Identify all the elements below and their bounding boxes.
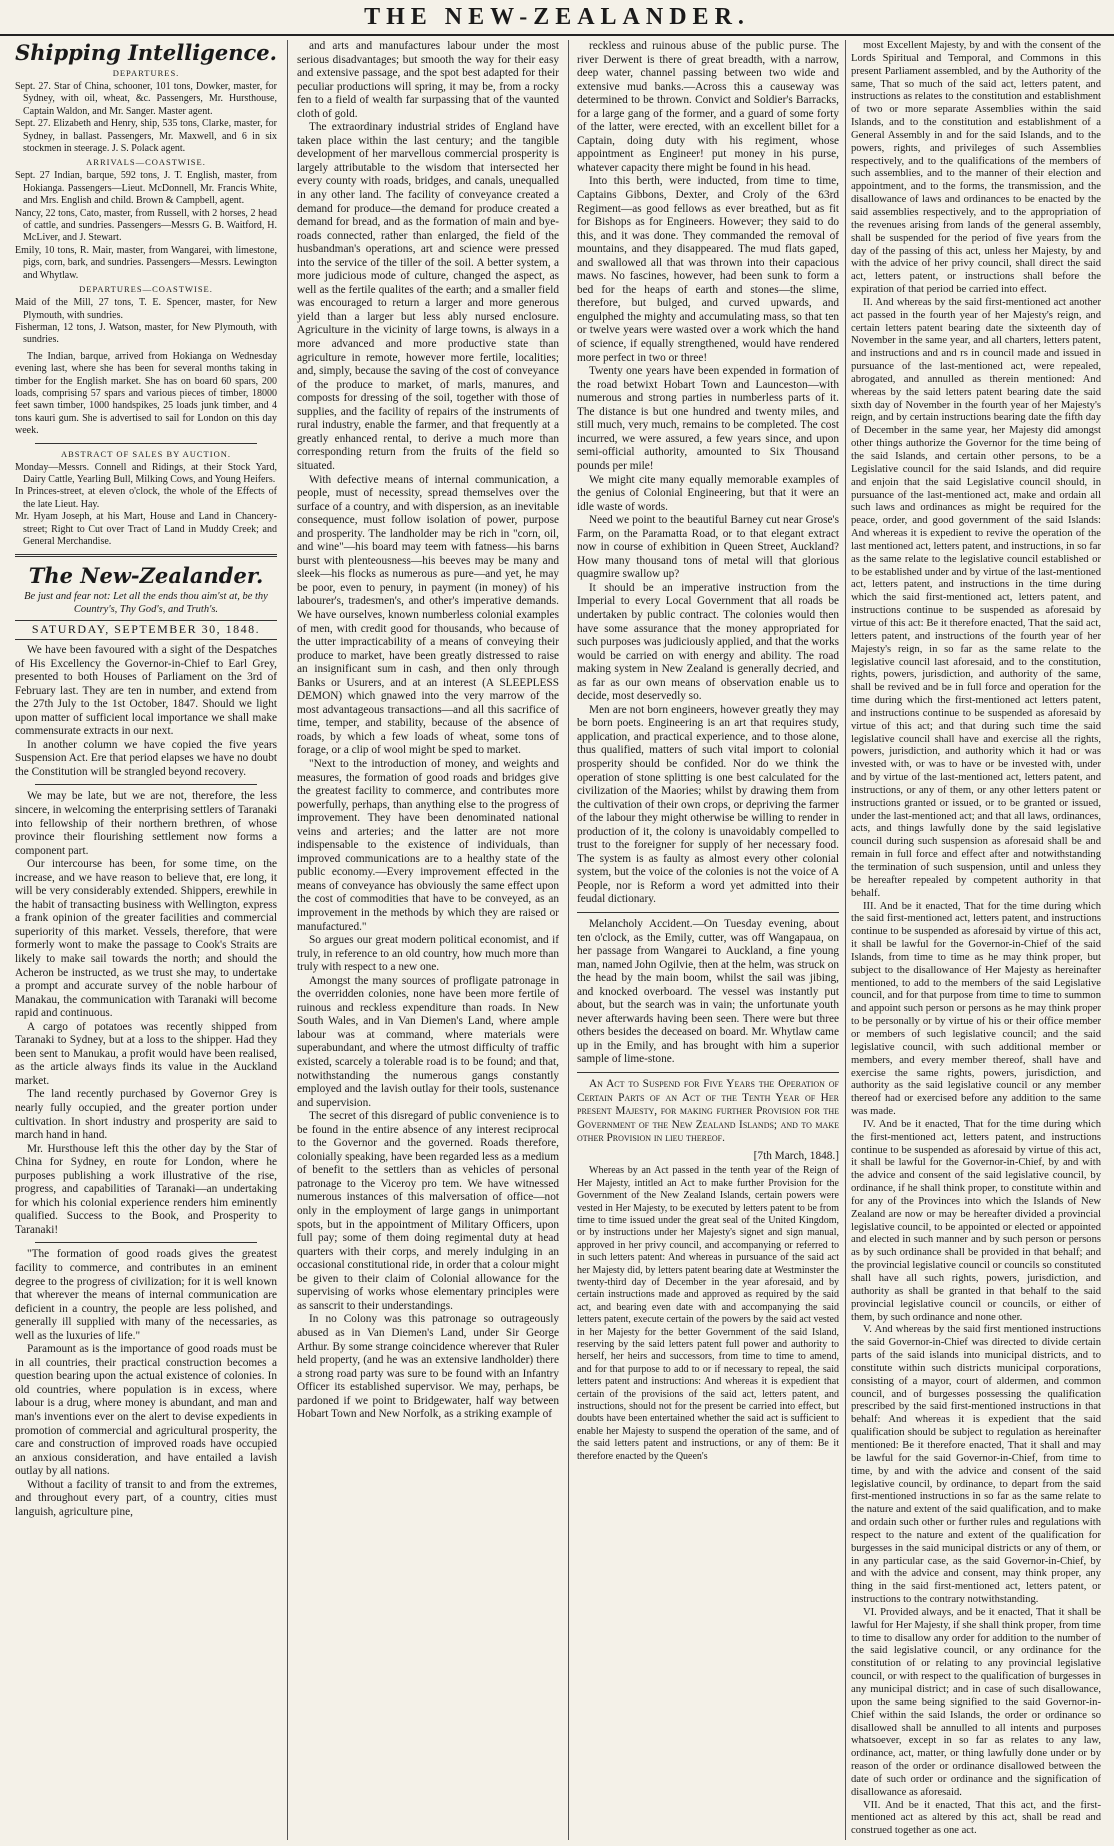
act-section: VII. And be it enacted, That this act, and the first-mentioned act as altered by this act, shall be read and construed together as one act.	[851, 1799, 1101, 1837]
auction-label: ABSTRACT OF SALES BY AUCTION.	[61, 448, 231, 459]
departures-label: DEPARTURES.	[112, 68, 180, 78]
article-paragraph: In another column we have copied the five years Suspension Act. Ere that period elapses we have no doubt the Constitution will be strangled beyond recovery.	[15, 738, 277, 778]
column-2	[297, 40, 559, 1840]
act-title: An Act to Suspend for Five Years the Operation of Certain Parts of an Act of the Tenth Year of Her present Majesty, for making further Provision for the Government of the New Zealand Islands; and to make other Provision in lieu thereof.	[577, 1078, 839, 1145]
masthead-title: THE NEW-ZEALANDER.	[364, 4, 750, 30]
article-paragraph: With defective means of internal communication, a people, must of necessity, spread themselves over the surface of a country, and with dispersion, as an inevitable consequence, must follow isolation of power, purpose and prosperity. The landholder may be rich in "corn, oil, and wine"—his board may teem with fatness—his barns burst with plenteousness—his beeves may be many and sleek—his flocks as numerous as pure—and yet, he may be poor, even to penury, in payment (in money) of his labourer's, tradesmen's, and other's imperative demands. We have ourselves, known numberless colonial examples of men, with credit good for thousands, who because of the utter impracticability of a means of conveying their produce to market, have been greatly distressed to raise an insignificant sum in cash, and then only through Banks or Usurers, and at an interest (A SLEEPLESS DEMON) which gnawed into the very marrow of the most advantageous transactions—and all this sacrifice of time, temper, and stability, because of the absence of roads, by which a few loads of wheat, some tons of forage, or a clip of wool might be sped to market.	[297, 473, 559, 757]
shipping-entry: Sept. 27 Indian, barque, 592 tons, J. T. English, master, from Hokianga. Passengers—Lieut. McDonnell, Mr. Francis White, and Mrs. English and child. Brown & Campbell, agent.	[15, 170, 277, 207]
departures-coast-label: DEPARTURES—COASTWISE.	[79, 284, 213, 295]
act-section: II. And whereas by the said first-mentioned act another act passed in the fourth year of her Majesty's reign, and certain letters patent bearing date the sixteenth day of November in the same year, and all charters, letters patent, and instructions and and rs in council made and issued in pursuance of the last-mentioned act, were repealed, abrogated, and annulled as therein mentioned: And whereas by the said letters patent bearing date the said sixth day of November in the fourth year of her Majesty's reign, and by certain instructions bearing date the fifth day of December in the same year, her Majesty did amongst other things authorize the Governor for the time being of the said Islands, and certain other persons, to be a Legislative council for the said Islands, and did require and enjoin that the said Legislative council should, in pursuance of the last-mentioned act, make and ordain all such laws and ordinances as might be required for the peace, order, and good government of the said Islands: And whereas it is expedient to revive the operation of the last mentioned act, letters patent, and instructions, in so far as the same relate to the legislative council established or to be established under and by virtue of the last-mentioned act, letters patent, and instructions in the time during which the said first-mentioned act, letters patent, and instructions continue to be suspended as aforesaid by virtue of this act: Be it therefore enacted, That the said act, letters patent, and instructions of the fourth year of her Majesty's reign, in so far as the same relate to the legislative council last aforesaid, and to the constitution, rights, powers, jurisdiction, and authority of the same, shall be revived and be in full force and operation for the time during which the first-mentioned act letters patent, and instructions continue to be suspended as aforesaid by virtue of this act; and that during such time the said legislative council shall have and exercise all the rights, powers, jurisdiction, and authority which it had or was invested with, or was to have or be invested with, under and by virtue of the last-mentioned act, letters patent, and instructions, or any of them, or any other letters patent or instructions granted or issued, or to be granted or issued, under the last-mentioned act; and that all laws, ordinances, acts, and things lawfully done by the said legislative council during such suspension as aforesaid shall be and remain in full force and effect after and notwithstanding the termination of such suspension, until and unless they be hereafter repealed by competent authority in that behalf.	[851, 296, 1101, 899]
masthead	[0, 0, 1114, 36]
article-paragraph: Twenty one years have been expended in formation of the road betwixt Hobart Town and Launceston—with numerous and strong parties in numberless parts of it. The distance is but one hundred and twenty miles, and still much, very much, remains to be completed. The cost incurred, we were assured, a few years since, and upon semi-official authority, amounted to Six Thousand pounds per mile!	[577, 365, 839, 472]
auction-entry: Mr. Hyam Joseph, at his Mart, House and Land in Chancery-street; Right to Cut over Tract of Land in Muddy Creek; and General Merchandise.	[15, 511, 277, 547]
article-paragraph: It should be an imperative instruction from the Imperial to every Local Government that all roads be undertaken by public contract. The colonies would then have some assurance that the money appropriated for such purposes was judiciously applied, and that the works would be carried on with energy and ability. The road making system in New Zealand is generally decried, and as far as our own means of observation enable us to decide, most deservedly so.	[577, 581, 839, 703]
arrivals-label: ARRIVALS—COASTWISE.	[86, 157, 206, 168]
act-section: most Excellent Majesty, by and with the consent of the Lords Spiritual and Temporal, and Commons in this present Parliament assembled, and by the Authority of the same, That so much of the said act, letters patent, and instructions as relates to the constitution and establishment of two or more separate Assemblies within the said Islands, and to the constitution and establishment of a General Assembly in and for the said Islands, and to the powers, rights, and privileges of such Assemblies respectively, and to the qualifications of the members of such assemblies, and to the manner of their election and appointment, and to the forms, the transmission, and the disallowance of laws and ordinances to be enacted by the said assemblies respectively, and to the appropriation of the revenues arising from lands of the general assembly, shall be suspended for the period of five years from the day of the passing of this act, unless her Majesty, by and with the advice of her privy council, shall direct the said act, letters patent, or instructions shall before the expiration of that period be carried into effect.	[851, 40, 1101, 296]
shipping-entry: Fisherman, 12 tons, J. Watson, master, for New Plymouth, with sundries.	[15, 321, 277, 346]
shipping-entry: Sept. 27. Elizabeth and Henry, ship, 535 tons, Clarke, master, for Sydney, in ballast. Passengers, Mr. Maxwell, and 6 in six stockmen in steerage. J. S. Polack agent.	[15, 118, 277, 155]
article-paragraph: Our intercourse has been, for some time, on the increase, and we have reason to believe that, ere long, it will be very considerably extended. Shippers, erewhile in the habit of transacting business with Wellington, express a frank opinion of the greater facilities and commercial superiority of this market. Vessels, therefore, that were formerly wont to make the passage to Cook's Straits are likely to make sail towards the north; and should the Acheron be instructed, as we trust she may, to undertake a prompt and accurate survey of the noble harbour of Manakau, the communication with Taranaki will become rapid and continuous.	[15, 858, 277, 1020]
column-rule	[287, 40, 288, 1840]
act-section: V. And whereas by the said first mentioned instructions the said Governor-in-Chief was directed to divide certain parts of the said islands into municipal districts, and to constitute within such districts municipal corporations, consisting of a mayor, court of aldermen, and common council, and of burgesses possessing the qualification prescribed by the said first-mentioned instructions in that behalf: And whereas it is expedient that the said qualification should be subject to regulation as hereinafter mentioned: Be it therefore enacted, That it shall and may be lawful for the said Governor-in-Chief, from time to time, by and with the advice and consent of the said legislative council, by ordinance, to depart from the said first-mentioned instructions in so far as the same relate to the nature and extent of the said qualification, and to make and ordain such other or further rules and regulations with respect to the nature and extent of the qualification for burgesses in the said municipal districts or any of them, or in any particular case, as the said Governor-in-Chief, by and with the advice and consent, may think proper, any thing in the said first-mentioned act, letters patent, or instructions to the contrary notwithstanding.	[851, 1324, 1101, 1606]
article-paragraph: and arts and manufactures labour under the most serious disadvantages; but smooth the way for their easy and extensive passage, and the spot best adapted for their peculiar productions will spring, it may be, from a rocky fen to a field of wealth far surpassing that of the vaunted cloth of gold.	[297, 40, 559, 120]
act-text: Whereas by an Act passed in the tenth year of the Reign of Her Majesty, intitled an Act to make further Provision for the Government of the New Zealand Islands, certain powers were vested in Her Majesty, to be executed by letters patent to be from time to time issued under the great seal of the United Kingdom, or by instructions under her Majesty's signet and sign manual, approved in her privy council, and accompanying or referred to in such letters patent: And whereas in pursuance of the said act her Majesty did, by letters patent bearing date at Westminster the twenty-third day of December in the year aforesaid, and by certain instructions made and approved as required by the said act, and bearing even date with and accompanying the said letters patent, execute certain of the powers by the said act vested in her Majesty for the better Government of the said Island, reserving by the said letters patent full power and authority to herself, her heirs and successors, from time to time to amend, and for that purpose to add to or if necessary to repeal, the said letters patent and instructions: And whereas it is expedient that certain of the provisions of the said act, letters patent, and instructions, should not for the present be carried into effect, but doubts have been entertained whether the said act is sufficient to enable her Majesty to suspend the operation of the same, and of the said letters patent and instructions, or any of them: Be it therefore enacted by the Queen's	[577, 1165, 839, 1462]
article-paragraph: "The formation of good roads gives the greatest facility to commerce, and contributes in an eminent degree to the progress of civilization; for it is well known that wherever the means of internal communication are deficient in a country, the people are less polished, and generally ill supplied with many of the necessaries, as well as the luxuries of life."	[15, 1248, 277, 1342]
article-paragraph: We may be late, but we are not, therefore, the less sincere, in welcoming the enterprising settlers of Taranaki into fellowship of their northern brethren, of whose province their flourishing settlement now forms a component part.	[15, 790, 277, 857]
shipping-heading: Shipping Intelligence.	[15, 40, 277, 65]
act-date: [7th March, 1848.]	[753, 1149, 839, 1162]
article-paragraph: The land recently purchased by Governor Grey is nearly fully occupied, and the greater portion under cultivation. In short industry and prosperity are said to march hand in hand.	[15, 1088, 277, 1142]
article-paragraph: In no Colony was this patronage so outrageously abused as in Van Diemen's Land, under Sir George Arthur. By some strange coincidence wherever that Ruler held property, (and he was an extensive landholder) there a strong road party was sure to be found with an Infantry Officer its established supervisor. We may, perhaps, be pardoned if we point to Bridgewater, half way between Hobart Town and New Norfolk, as a striking example of	[297, 1313, 559, 1421]
article-paragraph: Paramount as is the importance of good roads must be in all countries, their practical construction becomes a question bearing upon the actual existence of colonies. In old countries, where population is in excess, where labour is a drug, where money is abundant, and man and man's inventions ever on the alert to devise expedients in promotion of commercial and agricultural prosperity, the care and construction of improved roads have occupied an anxious consideration, and have entailed a lavish outlay by all nations.	[15, 1343, 277, 1478]
article-paragraph: Need we point to the beautiful Barney cut near Grose's Farm, on the Paramatta Road, or to that elegant extract now in course of exhibition in Queen Street, Auckland? How many thousand tons of metal will that glorious quagmire swallow up?	[577, 514, 839, 581]
auction-entry: Monday—Messrs. Connell and Ridings, at their Stock Yard, Dairy Cattle, Yearling Bull, Milking Cows, and Young Heifers.	[15, 461, 277, 485]
article-paragraph: Into this berth, were inducted, from time to time, Captains Gibbons, Dexter, and Croly of the 63rd Regiment—as good fellows as ever breathed, but as fit for Bishops as for Engineers. However; they said to do this, and it was done. They commanded the removal of mountains, and they disappeared. The mud flats gaped, and swallowed all that was thrown into their capacious maws. No fascines, however, had been sunk to form a bed for the heaps of earth and stones—the slime, therefore, but bulged, and curved upwards, and engulphed the mighty and accumulating mass, so that ten or twelve years were wasted over a work which the hand of science, if equally strengthened, would have rendered more perfect in two or three!	[577, 175, 839, 364]
article-paragraph: Men are not born engineers, however greatly they may be born poets. Engineering is an art that requires study, application, and practical experience, and to those alone, thus qualified, matters of such vital import to colonial prosperity should be confided. Nor do we think the operation of stone splitting is one best calculated for the civilization of the Maories; whilst by drawing them from the cultivation of their own crops, or depriving the farmer of the labour they might otherwise be willing to render in production of it, the colony is unavoidably compelled to trust to the foreigner for supply of her necessary food. The system is as faulty as almost every other colonial system, but the voice of the colonies is not the voice of A People, nor is Reform a word yet admitted into their feudal dictionary.	[577, 703, 839, 906]
column-3	[577, 40, 839, 1840]
act-section: VI. Provided always, and be it enacted, That it shall be lawful for Her Majesty, if she shall think proper, from time to time to disallow any order for addition to the number of the said legislative council, or any ordinance for the constitution of or relating to any provincial legislative council, or with respect to the qualification of burgesses in any municipal district; and in case of such disallowance, upon the same being signified to the said Governor-in-Chief within the said Islands, the order or ordinance so disallowed shall be annulled to all intents and purposes whatsoever, except in so far as relates to any law, ordinance, act, matter, or thing lawfully done under or by reason of the order or ordinance disallowed between the date of such order or ordinance and the signification of disallowance as aforesaid.	[851, 1606, 1101, 1798]
shipping-entry: Sept. 27. Star of China, schooner, 101 tons, Dowker, master, for Sydney, with oil, wheat, &c. Passengers, Mr. Hursthouse, Captain Waldon, and Mr. Sanger. Master agent.	[15, 81, 277, 117]
dateline: SATURDAY, SEPTEMBER 30, 1848.	[15, 620, 277, 640]
column-4	[851, 40, 1101, 1840]
paper-title: The New-Zealander.	[28, 563, 264, 589]
article-paragraph: The extraordinary industrial strides of England have taken place within the last century; and the tangible development of her marvellous commercial prosperity is largely attributable to the wisdom that intersected her every county with roads, bridges, and canals, unequalled in any other land. The facility of conveyance created a demand for produce—the demand for produce created a demand for bread, and as the formation of main and bye-roads connected, rather than enlarged, the field of the husbandman's operations, art and science were pressed into the service of the tiller of the soil. A better system, a more judicious mode of culture, changed the aspect, as well as the fertile qualites of the earth; and a smaller field was encouraged to return a larger and more generous yield than a larger but less ably nursed enclosure. Agriculture in the vicinity of large towns, is always in a more advanced and more productive state than agriculture in remote, however more fertile, localities; and, simply, because the saving of the cost of conveyance of the produce to market, of marls, manures, and composts for dressing of the soil, together with those of supplies, and the facility of repairs of the instruments of rural industry, enable the farmer, and that frequently at a greatly enhanced rental, to derive a much more than corresponding return from the fruits of the field so situated.	[297, 121, 559, 472]
act-section: III. And be it enacted, That for the time during which the said first-mentioned act, letters patent, and instructions continue to be suspended as aforesaid by virtue of this act, it shall be lawful for the Governor-in-Chief of the said Islands, from time to time as he may think proper, but subject to the disallowance of Her Majesty as hereinafter mentioned, to add to the members of the said Legislative council, and for that purpose from time to time to summon and appoint such person or persons as he may think proper to be personally or by virtue of his or their office member or members of such legislative council; and the said legislative council, with such additional member or members, and every member thereof, shall have and exercise the same rights, powers, jurisdiction, and authority as the said legislative council or any member thereof had or exercised before any addition to the same was made.	[851, 900, 1101, 1118]
article-paragraph: Amongst the many sources of profligate patronage in the overridden colonies, none have been more fertile of ruinous and reckless expenditure than roads. In New South Wales, and in Van Diemen's Land, where ample labour was at command, where materials were superabundant, and where the utmost difficulty of traffic existed, scarcely a tolerable road is to be found; and that, notwithstanding the numerous gangs constantly employed and the lavish outlay for their tools, sustenance and supervision.	[297, 974, 559, 1109]
shipping-note: The Indian, barque, arrived from Hokianga on Wednesday evening last, where she has been for several months taking in timber for the English market. She has on board 60 spars, 200 loads, comprising 57 spars and various pieces of timber, 18000 feet sawn timber, 1000 handspikes, 25 loads junk timber, and 4 tons kauri gum. She is advertised to sail for London on this day week.	[15, 350, 277, 437]
article-paragraph: The secret of this disregard of public convenience is to be found in the entire absence of any interest reciprocal to the Governor and the governed. Roads therefore, colonially speaking, have been regarded less as a medium of benefit to the settlers than as vehicles of personal patronage to the Viceroy pro tem. We have witnessed numerous instances of this malversation of office—not only in the employment of large gangs in unimportant spots, but in the appointment of Military Officers, upon full pay; some of them doing regimental duty at head quarters with their corps, and merely indulging in an occasional constitutional ride, in order that a colour might be given to their claim of Colonial allowance for the supervising of works whose elementary principles were as sanscrit to their understandings.	[297, 1110, 559, 1312]
article-paragraph: So argues our great modern political economist, and if truly, in reference to an old country, how much more than truly with respect to a new one.	[297, 934, 559, 974]
article-paragraph: Mr. Hursthouse left this the other day by the Star of China for Sydney, en route for London, where he purposes publishing a work illustrative of the rise, progress, and capabilities of Taranaki—an undertaking for which his colonial experience renders him eminently qualified. Success to the Book, and Prosperity to Taranaki!	[15, 1142, 277, 1236]
shipping-entry: Nancy, 22 tons, Cato, master, from Russell, with 2 horses, 2 head of cattle, and sundries. Passengers—Messrs G. B. Waitford, H. McLiver, and J. Stewart.	[15, 207, 277, 244]
act-section: IV. And be it enacted, That for the time during which the first-mentioned act, letters patent, and instructions continue to be suspended as aforesaid by virtue of this act, it shall be lawful for the Governor-in-Chief, by and with the advice and consent of the said legislative council, by ordinance, if he shall think proper, to constitute within and for any of the Provinces into which the Islands of New Zealand are now or may be hereafter divided a provincial legislative council, to be appointed or elected or appointed and elected in such manner and by such person or persons as by such ordinance shall be provided in that behalf; and the provincial legislative council or councils so constituted shall have all such rights, powers, jurisdiction, and authority as shall be granted in that behalf to the said provincial legislative council or councils, or either of them, by such ordinance and none other.	[851, 1118, 1101, 1323]
article-paragraph: "Next to the introduction of money, and weights and measures, the formation of good roads and bridges give the greatest facility to commerce, and contributes more powerfully, perhaps, than anything else to the progress of improvement. They have been denominated national veins and arteries; and the latter are not more indispensable to the existence of individuals, than improved communications are to a healthy state of the public economy.—Every improvement effected in the means of conveyance has obviously the same effect upon the cost of commodities that have to be conveyed, as an improvement in the methods by which they are raised or manufactured."	[297, 757, 559, 933]
article-paragraph: We might cite many equally memorable examples of the genius of Colonial Engineering, but that it were an idle waste of words.	[577, 473, 839, 513]
column-rule	[845, 40, 846, 1840]
auction-entry: In Princes-street, at eleven o'clock, the whole of the Effects of the late Lieut. Hay.	[15, 486, 277, 510]
accident-notice: Melancholy Accident.—On Tuesday evening, about ten o'clock, as the Emily, cutter, was off Wangapaua, on her passage from Wangarei to Auckland, a fine young man, named John Ogilvie, then at the helm, was struck on the head by the main boom, whilst the sail was jibing, and knocked overboard. The vessel was instantly put about, but the search was in vain; the unfortunate youth never afterwards having been seen. There were but three others besides the deceased on board. Mr. Whytlaw came up in the Emily, and has brought with him a superior sample of lime-stone.	[577, 918, 839, 1066]
article-paragraph: reckless and ruinous abuse of the public purse. The river Derwent is there of great breadth, with a narrow, deep water, channel passing between two wide and extensive mud banks.—Across this a causeway was determined to be thrown. Convict and Soldier's Barracks, for a large gang of the former, and a guard of some forty of the latter, were erected, with an excellent billet for a Captain, doing duty with his regiment, whose appointment as Engineer! put money in his purse, whatever capacity there might be found in his head.	[577, 40, 839, 174]
motto: Be just and fear not: Let all the ends thou aim'st at, be thy Country's, Thy God's, and Truth's.	[24, 591, 268, 615]
column-rule	[568, 40, 569, 1840]
shipping-entry: Maid of the Mill, 27 tons, T. E. Spencer, master, for New Plymouth, with sundries.	[15, 297, 277, 321]
shipping-entry: Emily, 10 tons, R. Mair, master, from Wangarei, with limestone, pigs, corn, bark, and sundries. Passengers—Messrs. Lewington and Whytlaw.	[15, 244, 277, 281]
article-paragraph: Without a facility of transit to and from the extremes, and throughout every part, of a country, cities must languish, agriculture pine,	[15, 1478, 277, 1518]
article-paragraph: A cargo of potatoes was recently shipped from Taranaki to Sydney, but at a loss to the shipper. Had they been sent to Manukau, a profit would have been realised, as the article always finds its value in the Auckland market.	[15, 1020, 277, 1087]
article-paragraph: We have been favoured with a sight of the Despatches of His Excellency the Governor-in-Chief to Earl Grey, presented to both Houses of Parliament on the 3rd of February last. They are ten in number, and extend from the 27th July to the 1st October, 1847. Should we light upon matter of sufficient local importance we shall make commensurate extracts in our next.	[15, 643, 277, 738]
column-1	[15, 40, 277, 1840]
